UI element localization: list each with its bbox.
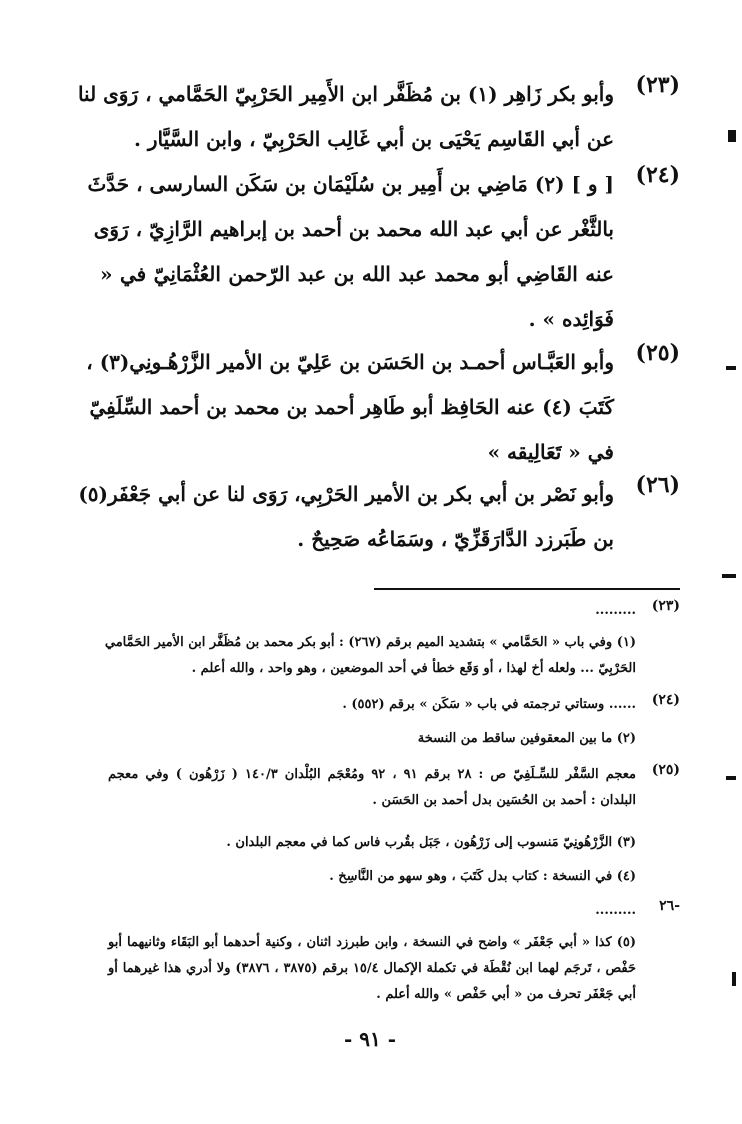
scan-mark xyxy=(722,574,736,578)
footnote-number: (٢٣) xyxy=(651,598,680,614)
footnote-line: (١) وفي باب « الحَمَّامي » بتشديد الميم برقم (٢٦٧) : أبو بكر محمد بن مُظَفَّر ابن الأمير الحَمَّامي xyxy=(104,635,636,650)
footnote-number: (٢٤) xyxy=(651,692,680,708)
entry-line: عن أبي القَاسِم يَحْيَى بن أبي غَالِب الحَرْبِيّ ، وابن السَّيَّار . xyxy=(133,127,614,151)
scan-mark xyxy=(728,130,736,142)
footnote-4 xyxy=(108,864,680,890)
entry-number: (٢٣) xyxy=(635,72,680,98)
scan-mark xyxy=(726,366,736,370)
footnote-3 xyxy=(108,830,680,856)
footnote-line: حَفْص ، تَرجَم لهما ابن نُقْطَة في تكملة الإكمال ١٥/٤ برقم (٣٨٧٥ ، ٣٨٧٦) ولا أدري هذا غيرهما أو xyxy=(108,961,636,976)
scan-mark xyxy=(732,972,736,986)
entry-line: كَتَبَ (٤) عنه الحَافِظ أبو طَاهِر أحمد بن محمد بن أحمد السِّلَفِيّ xyxy=(89,395,614,419)
entry-line: بن طَبَرزد الدَّارَقَزِّيّ ، وسَمَاعُه صَحِيحٌ . xyxy=(297,527,614,551)
footnote-line: (٣) الزَّرْهُونِيّ مَنسوب إلى زَرْهُون ، جَبَل بقُرب فاس كما في معجم البلدان . xyxy=(226,835,636,850)
entry-line: في « تَعَالِيقه » xyxy=(487,440,614,464)
footnote-line: معجم السَّفْر للسِّـلَفِيّ ص : ٢٨ برقم ٩١ ، ٩٢ ومُعْجَم البُلْدان ١٤٠/٣ ( زَرْهُون ) وفي معجم xyxy=(108,767,636,782)
entry-number: (٢٥) xyxy=(635,340,680,366)
entry-24 xyxy=(87,162,680,344)
footnote-line: البلدان : أحمد بن الحُسَين بدل أحمد بن الحَسَن . xyxy=(372,793,636,808)
entry-23 xyxy=(77,72,680,164)
entry-number: (٢٦) xyxy=(635,472,680,498)
footnote-number: -٢٦ xyxy=(659,898,680,914)
footnote-line: (٤) في النسخة : كتاب بدل كَتَبَ ، وهو سهو من النَّاسِخ . xyxy=(329,869,636,884)
entry-25 xyxy=(86,340,680,476)
footnote-line: الحَرْبِيّ ... ولعله أخ لهذا ، أو وَقَع خطأ في أحد الموضعين ، وهو واحد ، والله أعلم . xyxy=(191,661,636,676)
footnote-line: أبي جَعْفَر تحرف من « أبي حَفْص » والله أعلم . xyxy=(376,987,636,1002)
entry-line: بالثَّغْر عن أبي عبد الله محمد بن أحمد بن إبراهيم الرَّازِيّ ، رَوَى xyxy=(93,217,614,241)
footnote-26 xyxy=(108,898,680,924)
footnote-23 xyxy=(108,598,680,624)
entry-line: عنه القَاضِي أبو محمد عبد الله بن عبد الرّحمن العُثْمَانِيّ في « xyxy=(100,262,614,286)
footnote-24 xyxy=(108,692,680,718)
footnote-number: (٢٥) xyxy=(651,762,680,778)
entry-line: وأبو نَصْر بن أبي بكر بن الأمير الحَرْبِي، رَوَى لنا عن أبي جَعْفَر(٥) xyxy=(78,482,614,506)
scan-mark xyxy=(726,776,736,780)
footnote-line: ......... xyxy=(595,903,636,918)
footnote-line: ...... وستاتي ترجمته في باب « سَكَن » برقم (٥٥٢) . xyxy=(342,697,636,712)
footnote-2 xyxy=(108,726,680,752)
entry-26 xyxy=(78,472,680,564)
entry-line: وأبو بكر زَاهِر (١) بن مُظَفَّر ابن الأَمِير الحَرْبِيّ الحَمَّامي ، رَوَى لنا xyxy=(77,82,614,106)
footnote-line: (٢) ما بين المعقوفين ساقط من النسخة xyxy=(417,731,636,746)
entry-line: وأبو العَبَّـاس أحمـد بن الحَسَن بن عَلِيّ بن الأمير الزَّرْهُـونِي(٣) ، xyxy=(86,350,614,374)
entry-line: فَوَائِده » . xyxy=(528,307,614,331)
footnote-25 xyxy=(108,762,680,814)
footnote-divider xyxy=(374,588,680,590)
footnote-line: (٥) كذا « أبي جَعْفَر » واضح في النسخة ، وابن طبرزد اثنان ، وكنية أحدهما أبو البَقَاء وثانيهما أبو xyxy=(108,935,636,950)
entry-line: [ و ] (٢) مَاضِي بن أَمِير بن سُلَيْمَان بن سَكَن السارسى ، حَدَّثَ xyxy=(87,172,614,196)
entry-number: (٢٤) xyxy=(635,162,680,188)
footnote-5 xyxy=(108,930,680,1010)
page-number: - ٩١ - xyxy=(343,1027,396,1051)
footnote-line: ......... xyxy=(595,603,636,618)
footnote-1 xyxy=(104,630,680,682)
